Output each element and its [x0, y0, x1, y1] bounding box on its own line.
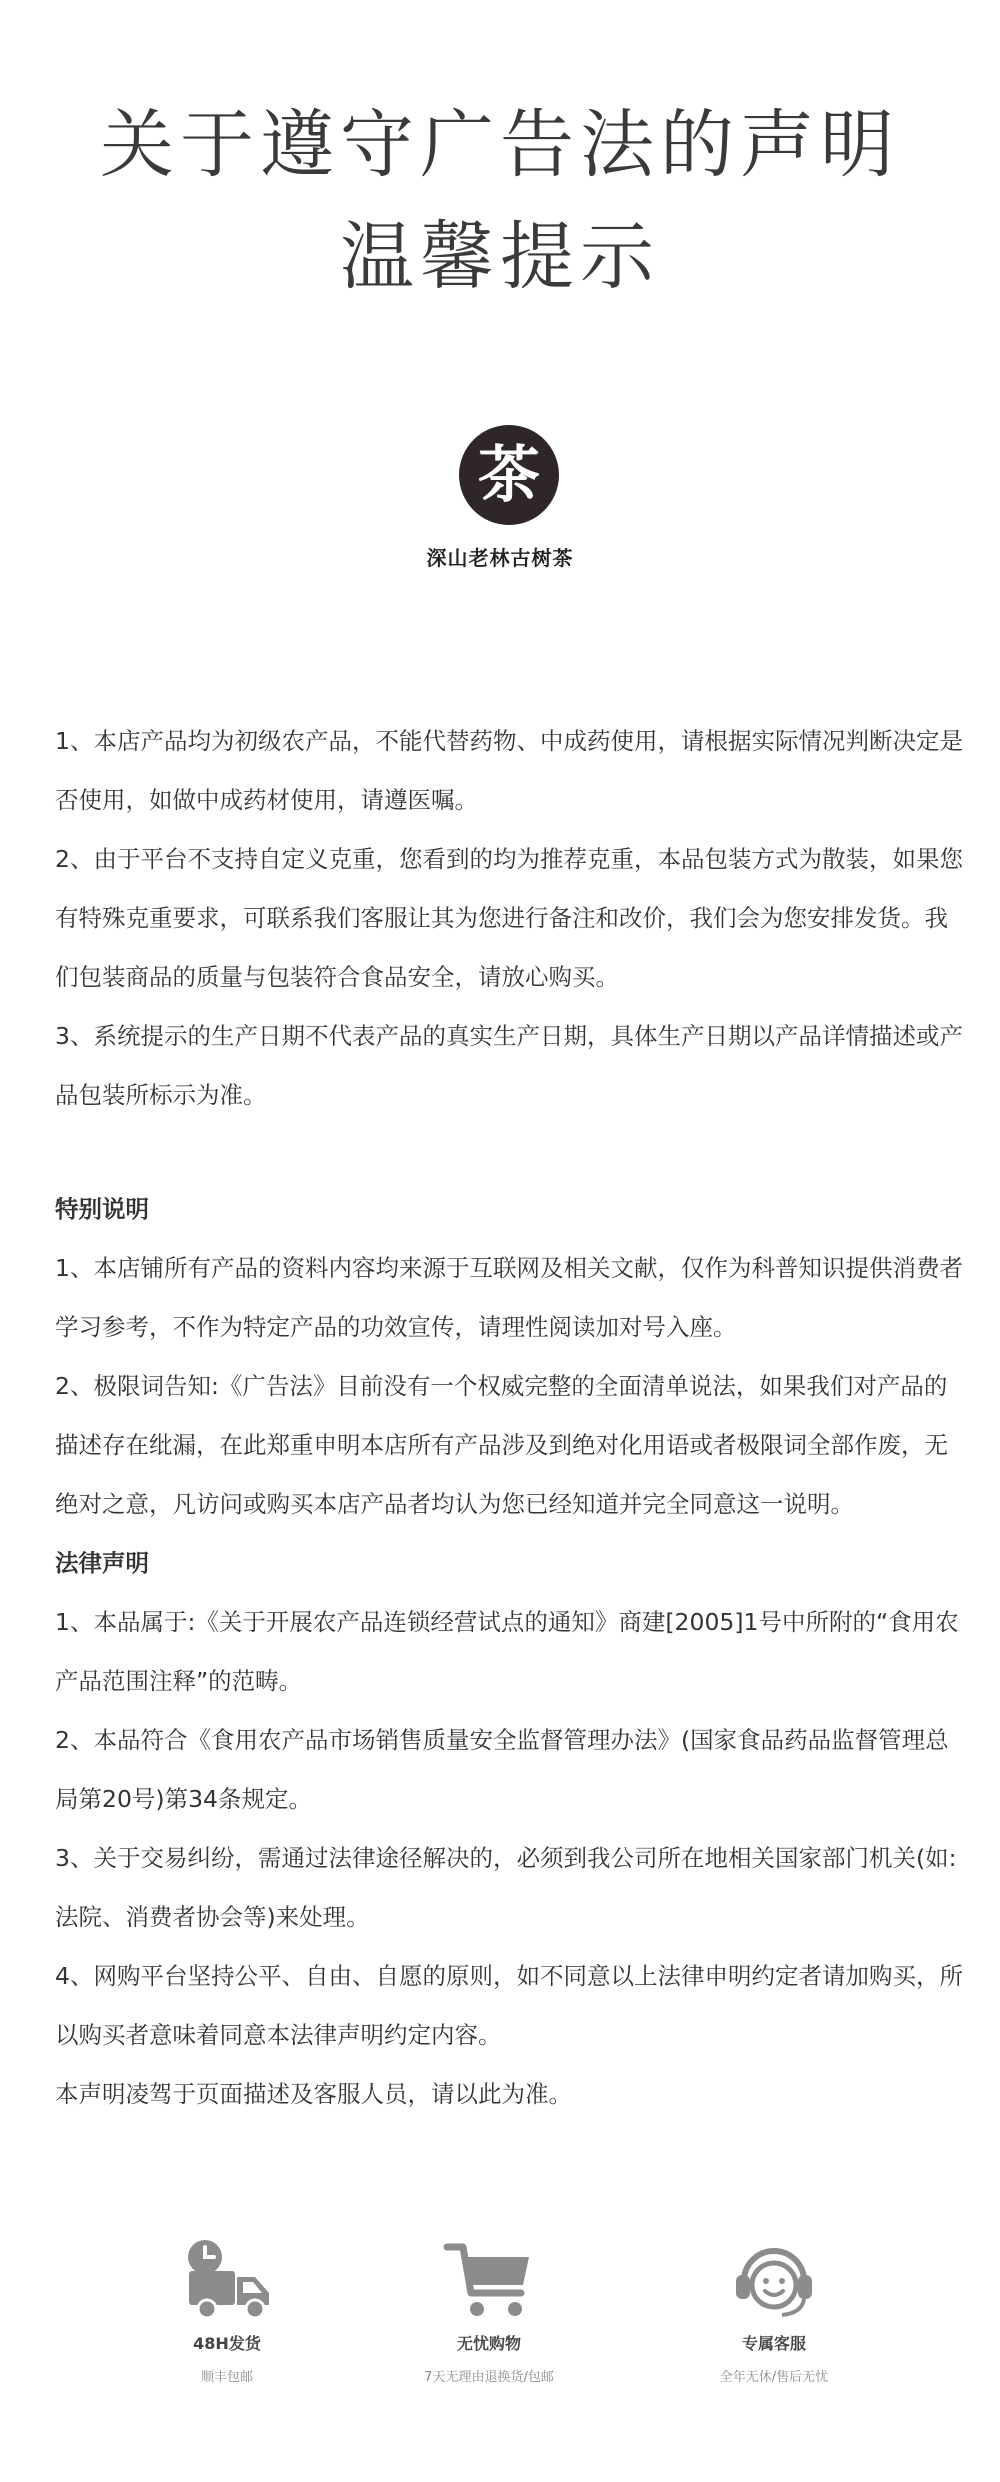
delivery-truck-icon	[117, 2235, 337, 2325]
page-subtitle: 温馨提示	[340, 214, 660, 300]
page-title: 关于遵守广告法的声明	[100, 102, 900, 188]
shopping-cart-icon	[379, 2235, 599, 2325]
feature-subtitle: 7天无理由退换货/包邮	[424, 2370, 554, 2385]
legal-heading: 法律声明	[55, 1549, 149, 1577]
tea-logo-glyph: 茶	[477, 438, 540, 511]
feature-customer-service	[664, 2235, 884, 2385]
special-item: 2、极限词告知:《广告法》目前没有一个权威完整的全面清单说法，如果我们对产品的描述存在纰漏，在此郑重申明本店所有产品涉及到绝对化用语或者极限词全部作废，无绝对之意，凡访问或购买本店产品者均认为您已经知道并完全同意这一说明。	[55, 1372, 948, 1518]
notice-item: 3、系统提示的生产日期不代表产品的真实生产日期，具体生产日期以产品详情描述或产品包装所标示为准。	[55, 1022, 963, 1109]
feature-shipping	[117, 2235, 337, 2385]
statement-body	[55, 712, 965, 2124]
brand-logo	[459, 425, 559, 525]
feature-worry-free	[379, 2235, 599, 2385]
feature-title: 专属客服	[741, 2334, 806, 2353]
legal-closing: 本声明凌驾于页面描述及客服人员，请以此为准。	[55, 2080, 572, 2108]
service-features	[0, 2235, 1000, 2435]
feature-title: 48H发货	[193, 2334, 261, 2353]
brand-name: 深山老林古树茶	[426, 546, 574, 570]
special-heading: 特别说明	[55, 1195, 149, 1223]
legal-item: 4、网购平台坚持公平、自由、自愿的原则，如不同意以上法律申明约定者请加购买，所以购买者意味着同意本法律声明约定内容。	[55, 1962, 963, 2049]
legal-item: 3、关于交易纠纷，需通过法律途径解决的，必须到我公司所在地相关国家部门机关(如:法院、消费者协会等)来处理。	[55, 1844, 957, 1931]
notice-item: 2、由于平台不支持自定义克重，您看到的均为推荐克重，本品包装方式为散装，如果您有特殊克重要求，可联系我们客服让其为您进行备注和改价，我们会为您安排发货。我们包装商品的质量与包装符合食品安全，请放心购买。	[55, 845, 963, 991]
legal-item: 1、本品属于:《关于开展农产品连锁经营试点的通知》商建[2005]1号中所附的“食用农产品范围注释”的范畴。	[55, 1608, 959, 1695]
section-gap	[55, 1125, 965, 1180]
legal-item: 2、本品符合《食用农产品市场销售质量安全监督管理办法》(国家食品药品监督管理总局第20号)第34条规定。	[55, 1726, 949, 1813]
feature-subtitle: 顺丰包邮	[200, 2370, 253, 2385]
feature-subtitle: 全年无休/售后无忧	[719, 2370, 829, 2385]
notice-item: 1、本店产品均为初级农产品，不能代替药物、中成药使用，请根据实际情况判断决定是否使用，如做中成药材使用，请遵医嘱。	[55, 727, 963, 814]
customer-service-icon	[664, 2235, 884, 2325]
feature-title: 无忧购物	[456, 2334, 521, 2353]
special-item: 1、本店铺所有产品的资料内容均来源于互联网及相关文献，仅作为科普知识提供消费者学习参考，不作为特定产品的功效宣传，请理性阅读加对号入座。	[55, 1254, 963, 1341]
